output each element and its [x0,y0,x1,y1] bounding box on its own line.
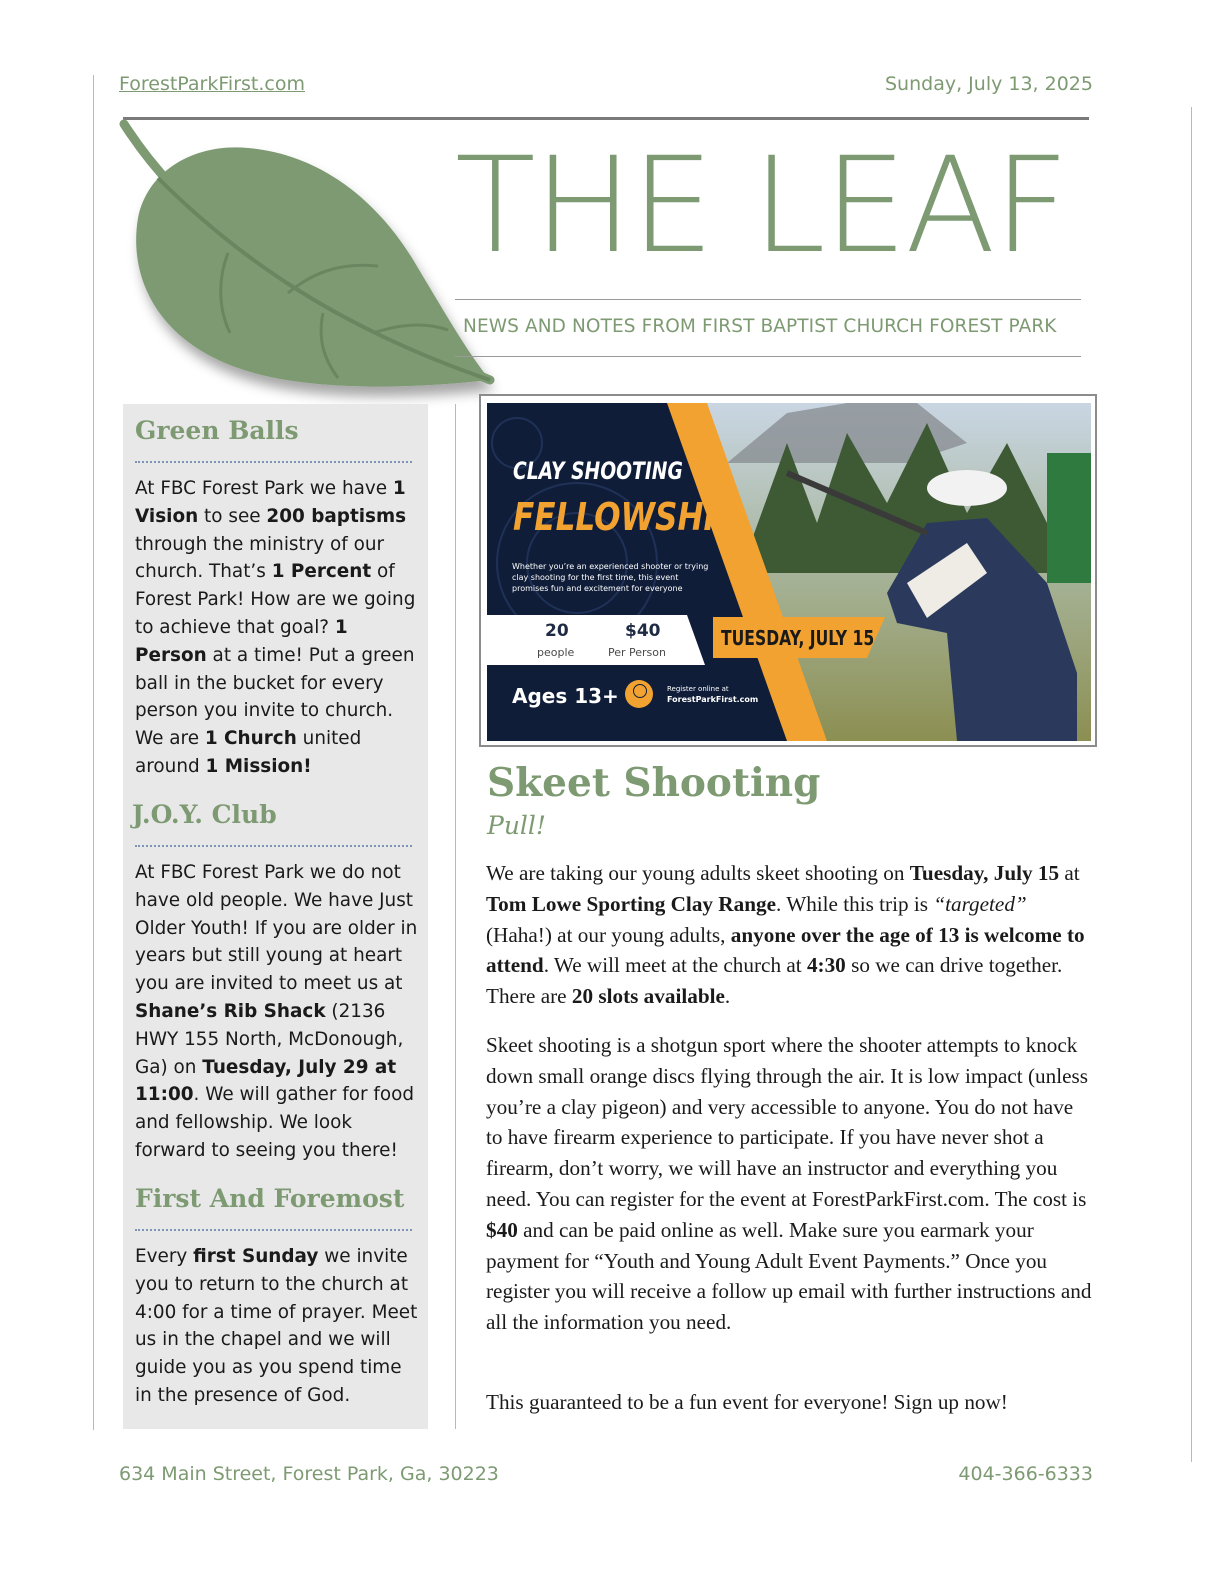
bold-run: 20 slots available [571,984,725,1009]
flyer-ages: Ages 13+ [512,684,619,708]
article-paragraph [486,1030,1092,1338]
text-run: . We will gather for food and fellowship. We look forward to seeing you there! [135,1084,415,1161]
bold-run: anyone over the age of 13 is welcome to attend [486,922,1085,978]
text-run: At FBC Forest Park we do not have old people. We have Just Older Youth! If you are older in years but still young at heart you are invited to meet us at [135,862,418,995]
bold-run: first Sunday [193,1246,319,1267]
flyer-line2: FELLOWSHIP [513,495,738,539]
sidebar [123,404,428,1429]
text-run: so we can drive together. There are [486,953,1063,1009]
flyer-stat1-value: 20 [545,621,569,641]
globe-icon [633,684,647,698]
section-heading: Green Balls [135,416,299,445]
section-heading: J.O.Y. Club [132,800,277,829]
text-run: We are taking our young adults skeet shooting on [486,861,910,885]
subtitle-top-rule [455,299,1081,300]
church-phone[interactable]: 404-366-6333 [958,1463,1093,1485]
text-run: at [1059,861,1080,885]
text-run: we invite you to return to the church at 4:00 for a time of prayer. Meet us in the chapel and we will guide you as you spend time in the presence of God. [135,1246,418,1406]
text-run: . [724,984,731,1009]
newsletter-title: THE LEAF [455,129,1068,283]
bold-run: Tom Lowe Sporting Clay Range [486,891,776,916]
flyer-register-line1: Register online at [667,685,729,693]
bold-run: 1 Mission! [205,755,312,777]
newsletter-subtitle: NEWS AND NOTES FROM FIRST BAPTIST CHURCH FOREST PARK [463,316,1057,337]
article-paragraph [486,1387,1092,1418]
section-body [135,859,419,1165]
leaf-icon [118,118,508,408]
flyer-line1: CLAY SHOOTING [513,457,683,485]
flyer-stat2-label: Per Person [608,646,666,659]
bold-run: 1 Church [204,728,297,750]
bold-run: Tuesday, July 15 [909,861,1060,885]
dotted-rule [135,1229,412,1231]
bold-run: 1 Percent [271,561,372,583]
text-run: at a time! Put a green ball in the bucket for every person you invite to church. We are [135,644,415,750]
dotted-rule [135,461,412,463]
event-flyer [479,394,1097,747]
bold-run: $40 [486,1217,518,1242]
text-run: Every [135,1246,194,1267]
section-body [135,475,419,781]
bold-run: Tuesday, July 29 at 11:00 [135,1056,397,1106]
flyer-blurb: Whether you’re an experienced shooter or trying clay shooting for the first time, this event promises fun and excitement for everyone [512,562,709,593]
issue-date: Sunday, July 13, 2025 [885,73,1093,95]
church-address: 634 Main Street, Forest Park, Ga, 30223 [119,1463,499,1485]
text-run: united around [135,728,362,777]
text-run: . While this trip is [775,891,934,916]
section-body [135,1243,419,1410]
section-heading: First And Foremost [135,1184,405,1213]
article-subtitle: Pull! [487,811,546,840]
flyer-register-line2: ForestParkFirst.com [667,695,759,704]
text-run: At FBC Forest Park we have [135,478,393,499]
article-paragraph [486,858,1092,1012]
text-run: Skeet shooting is a shotgun sport where the shooter attempts to knock down small orange discs flying through the air. It is low impact (unless you’re a clay pigeon) and very accessible to anyone. You do not have to have firearm experience to participate. If you have never shot a firearm, don’t worry, we will have an instructor and everything you need. You can register for the event at ForestParkFirst.com. The cost is [486,1033,1088,1211]
right-margin-rule [1191,107,1192,1462]
text-run: . We will meet at the church at [543,953,807,978]
text-run: of Forest Park! How are we going to achieve that goal? [135,561,416,638]
text-run: (2136 HWY 155 North, McDonough, Ga) on [135,1000,404,1078]
text-run: and can be paid online as well. Make sure you earmark your payment for “Youth and Young Adult Event Payments.” Once you register you will receive a follow up email with further instructions and all the information you need. [486,1217,1092,1335]
bold-run: 1 Person [135,616,348,666]
column-divider [455,404,456,1429]
italic-run: “targeted” [933,891,1027,916]
bold-run: 4:30 [806,953,846,978]
text-run: to see [198,505,267,527]
dotted-rule [135,845,412,847]
bold-run: 200 baptisms [266,505,407,527]
flyer-image [487,403,1091,741]
bold-run: 1 Vision [135,478,406,527]
text-run: (Haha!) at our young adults, [486,922,731,947]
website-link[interactable]: ForestParkFirst.com [119,73,305,95]
flyer-date-banner: TUESDAY, JULY 15 [721,626,875,650]
article-title: Skeet Shooting [487,760,821,806]
flyer-stat2-value: $40 [625,621,661,641]
left-margin-rule [93,75,94,1430]
text-run: This guaranteed to be a fun event for everyone! Sign up now! [486,1390,1008,1414]
subtitle-bottom-rule [455,356,1081,357]
flyer-stat1-label: people [537,646,575,659]
text-run: through the ministry of our church. That’s [135,533,385,583]
bold-run: Shane’s Rib Shack [135,1000,326,1022]
